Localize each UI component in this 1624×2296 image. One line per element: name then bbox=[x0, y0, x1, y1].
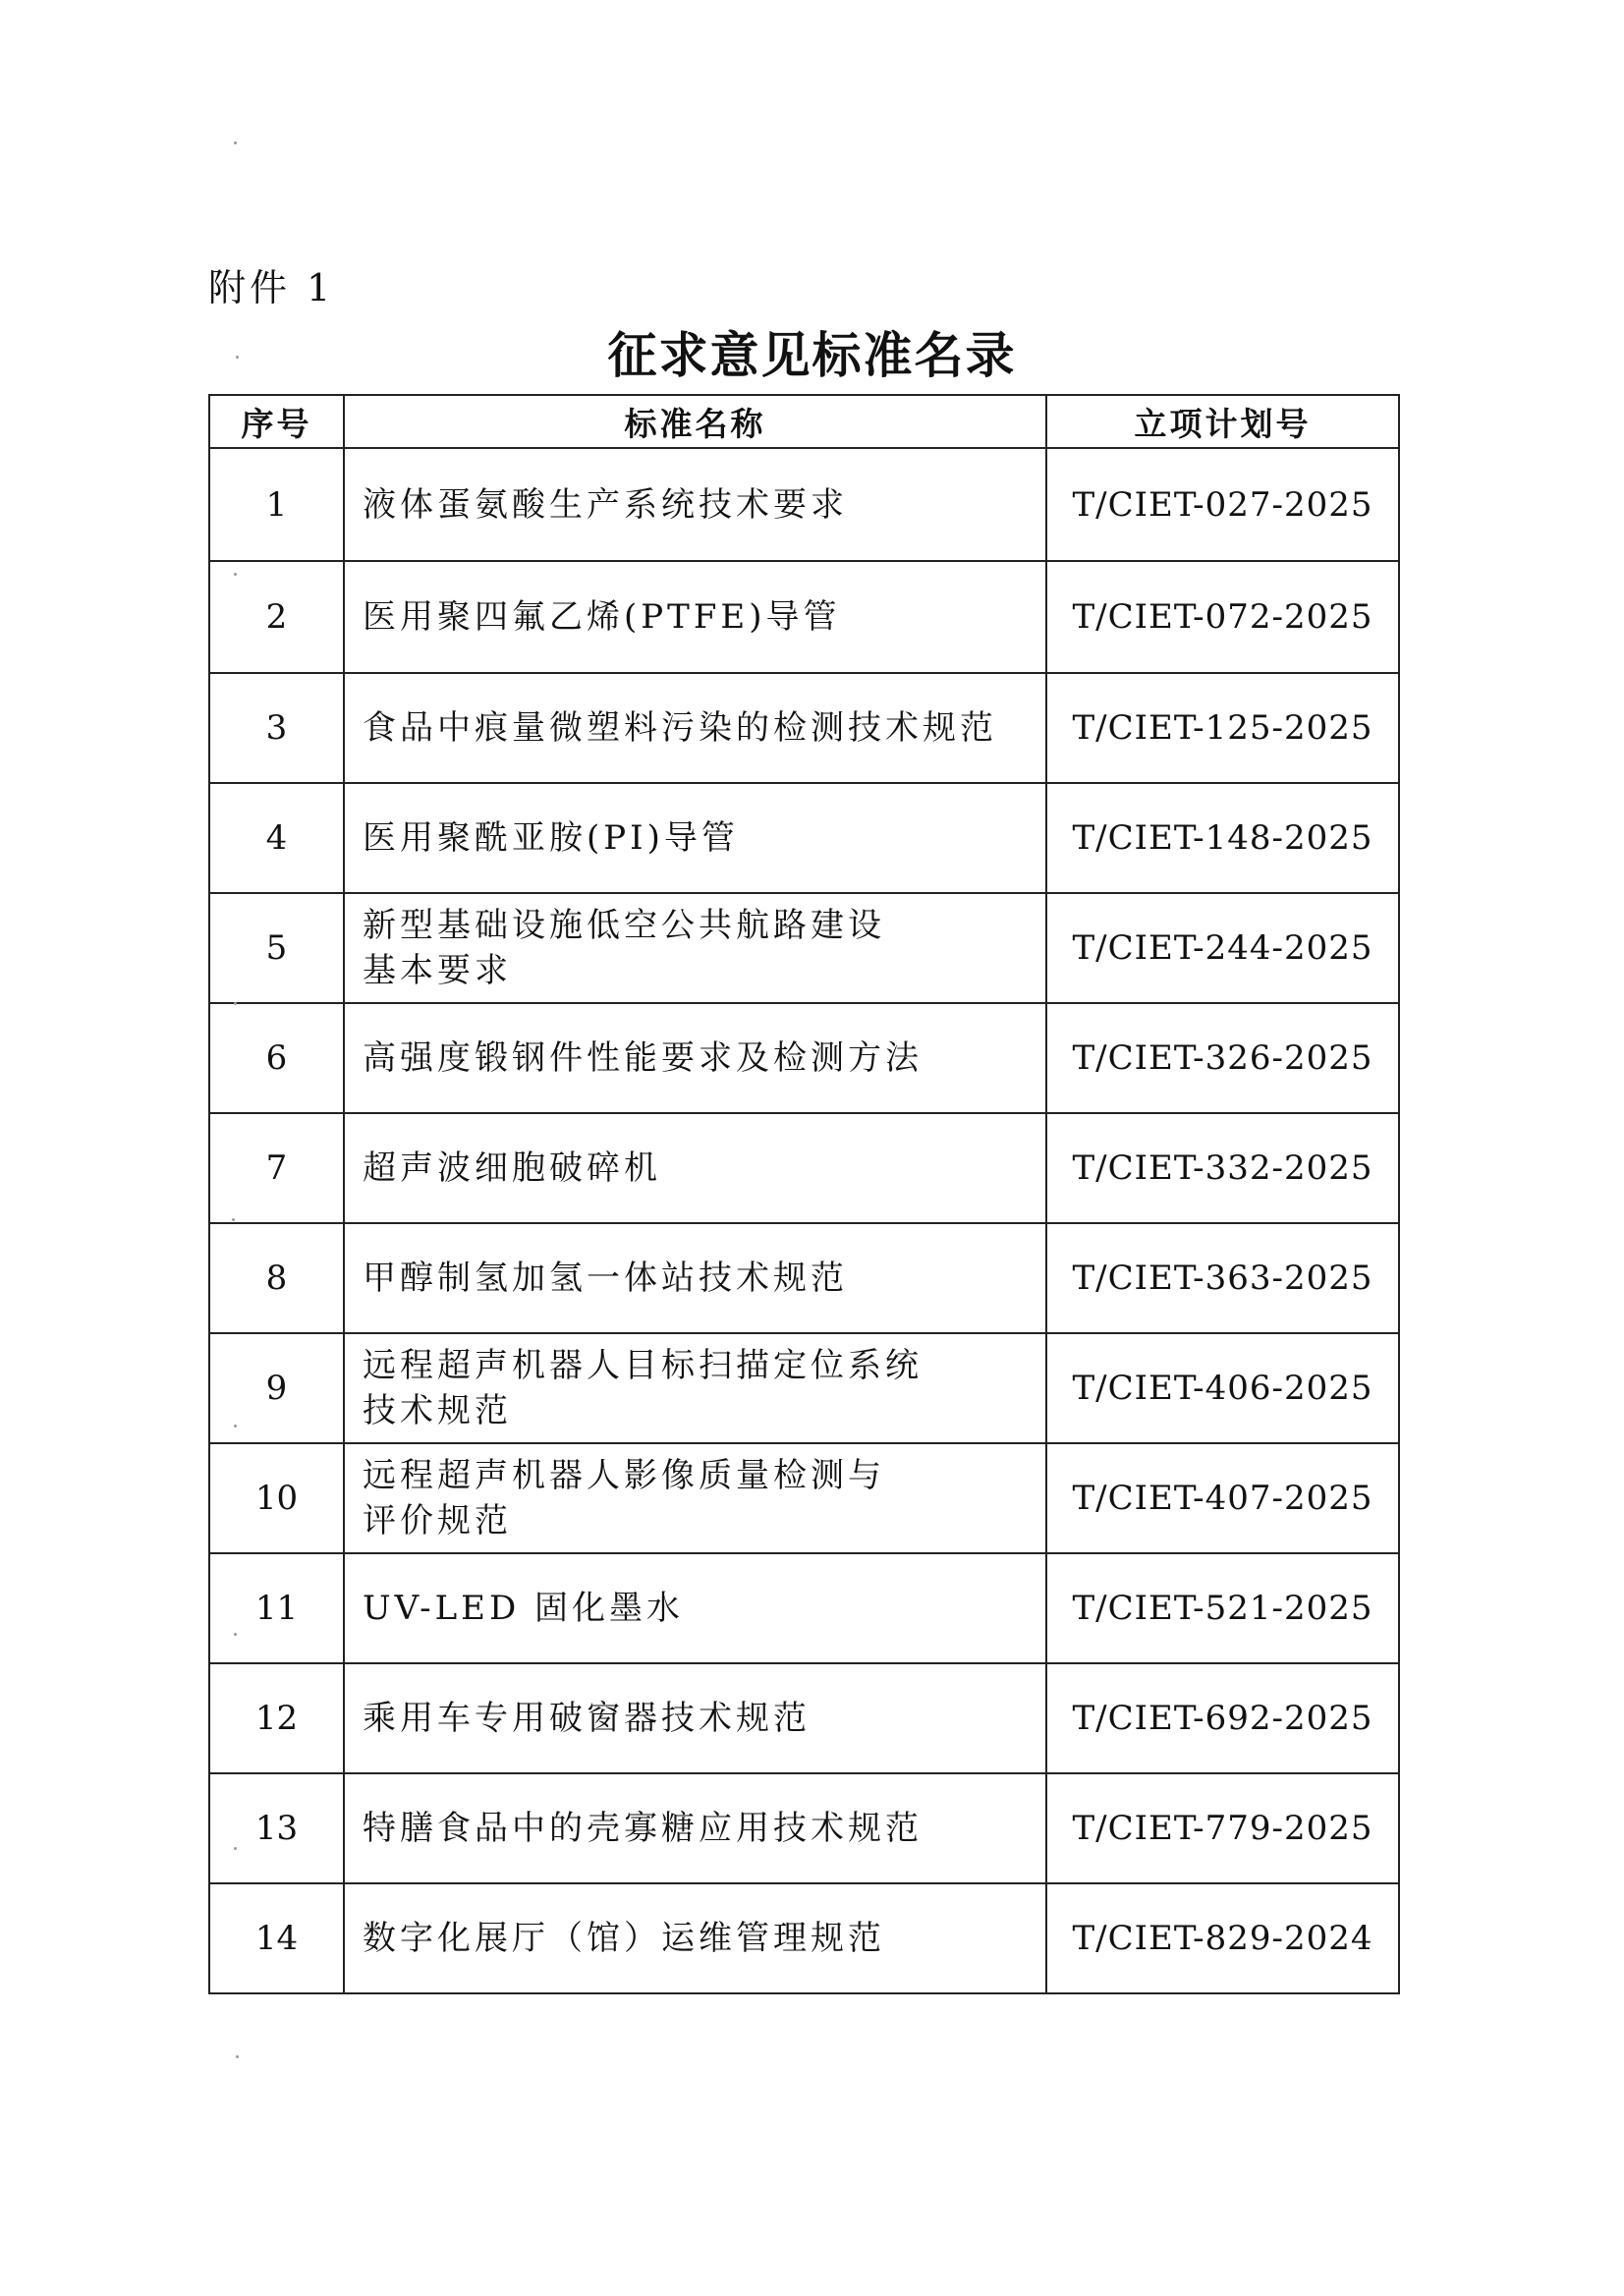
attachment-label: 附件 1 bbox=[208, 266, 335, 309]
scan-speck bbox=[234, 1425, 237, 1428]
standard-name bbox=[344, 1113, 1046, 1223]
standard-name-line: 液体蛋氨酸生产系统技术要求 bbox=[363, 484, 848, 525]
table-body bbox=[209, 448, 1399, 1993]
standard-name-line: 高强度锻钢件性能要求及检测方法 bbox=[363, 1038, 923, 1078]
standard-name-line: 食品中痕量微塑料污染的检测技术规范 bbox=[363, 708, 997, 748]
table-row bbox=[209, 1113, 1399, 1223]
project-plan-number: T/CIET-363-2025 bbox=[1046, 1223, 1399, 1333]
standard-name bbox=[344, 1333, 1046, 1443]
standard-name bbox=[344, 1553, 1046, 1663]
table-row bbox=[209, 1333, 1399, 1443]
project-plan-number: T/CIET-407-2025 bbox=[1046, 1443, 1399, 1553]
project-plan-number: T/CIET-829-2024 bbox=[1046, 1883, 1399, 1993]
project-plan-number: T/CIET-521-2025 bbox=[1046, 1553, 1399, 1663]
row-index: 6 bbox=[209, 1003, 344, 1113]
standard-name-line: 远程超声机器人目标扫描定位系统 bbox=[363, 1346, 923, 1385]
standard-name bbox=[344, 1773, 1046, 1883]
scan-speck bbox=[234, 1847, 237, 1850]
row-index: 13 bbox=[209, 1773, 344, 1883]
standard-name bbox=[344, 448, 1046, 561]
standards-table bbox=[208, 394, 1400, 1994]
standard-name-line: 乘用车专用破窗器技术规范 bbox=[363, 1699, 811, 1738]
scan-speck bbox=[234, 1633, 237, 1636]
table-row bbox=[209, 1553, 1399, 1663]
row-index: 1 bbox=[209, 448, 344, 561]
scan-speck bbox=[232, 1218, 235, 1221]
standard-name-line: 基本要求 bbox=[363, 951, 512, 990]
scan-speck bbox=[234, 141, 237, 144]
standard-name bbox=[344, 1663, 1046, 1773]
scan-speck bbox=[234, 573, 237, 576]
table-row bbox=[209, 783, 1399, 893]
project-plan-number: T/CIET-125-2025 bbox=[1046, 673, 1399, 783]
standard-name bbox=[344, 893, 1046, 1003]
project-plan-number: T/CIET-406-2025 bbox=[1046, 1333, 1399, 1443]
project-plan-number: T/CIET-244-2025 bbox=[1046, 893, 1399, 1003]
project-plan-number: T/CIET-779-2025 bbox=[1046, 1773, 1399, 1883]
standard-name-line: 远程超声机器人影像质量检测与 bbox=[363, 1456, 885, 1495]
standard-name bbox=[344, 561, 1046, 673]
scan-speck bbox=[236, 356, 239, 359]
table-row bbox=[209, 1773, 1399, 1883]
standard-name-line: 甲醇制氢加氢一体站技术规范 bbox=[363, 1259, 848, 1298]
table-row bbox=[209, 893, 1399, 1003]
table-row bbox=[209, 1883, 1399, 1993]
row-index: 3 bbox=[209, 673, 344, 783]
standard-name-line: 超声波细胞破碎机 bbox=[363, 1148, 661, 1188]
project-plan-number: T/CIET-148-2025 bbox=[1046, 783, 1399, 893]
scan-speck bbox=[234, 1002, 237, 1005]
standard-name-line: 数字化展厅（馆）运维管理规范 bbox=[363, 1919, 885, 1958]
standard-name bbox=[344, 1883, 1046, 1993]
row-index: 14 bbox=[209, 1883, 344, 1993]
standard-name-line: 评价规范 bbox=[363, 1501, 512, 1540]
table-row bbox=[209, 1663, 1399, 1773]
standard-name bbox=[344, 783, 1046, 893]
standard-name-line: 技术规范 bbox=[363, 1391, 512, 1430]
project-plan-number: T/CIET-332-2025 bbox=[1046, 1113, 1399, 1223]
project-plan-number: T/CIET-692-2025 bbox=[1046, 1663, 1399, 1773]
scan-speck bbox=[236, 2055, 239, 2058]
standard-name-line: 新型基础设施低空公共航路建设 bbox=[363, 906, 885, 945]
standard-name bbox=[344, 1443, 1046, 1553]
row-index: 10 bbox=[209, 1443, 344, 1553]
row-index: 7 bbox=[209, 1113, 344, 1223]
column-header-index: 序号 bbox=[209, 395, 344, 448]
standard-name-line: UV-LED 固化墨水 bbox=[363, 1589, 685, 1628]
row-index: 11 bbox=[209, 1553, 344, 1663]
page-title: 征求意见标准名录 bbox=[607, 327, 1017, 384]
table-row bbox=[209, 673, 1399, 783]
standard-name bbox=[344, 673, 1046, 783]
standard-name-line: 医用聚四氟乙烯(PTFE)导管 bbox=[363, 597, 841, 637]
standard-name-line: 医用聚酰亚胺(PI)导管 bbox=[363, 818, 739, 858]
table-row bbox=[209, 561, 1399, 673]
table-row bbox=[209, 1443, 1399, 1553]
column-header-name: 标准名称 bbox=[344, 395, 1046, 448]
project-plan-number: T/CIET-027-2025 bbox=[1046, 448, 1399, 561]
standard-name-line: 特膳食品中的壳寡糖应用技术规范 bbox=[363, 1809, 923, 1848]
project-plan-number: T/CIET-072-2025 bbox=[1046, 561, 1399, 673]
column-header-code: 立项计划号 bbox=[1046, 395, 1399, 448]
table-row bbox=[209, 1223, 1399, 1333]
standard-name bbox=[344, 1003, 1046, 1113]
table-header-row bbox=[209, 395, 1399, 448]
table-row bbox=[209, 448, 1399, 561]
row-index: 2 bbox=[209, 561, 344, 673]
table-row bbox=[209, 1003, 1399, 1113]
row-index: 9 bbox=[209, 1333, 344, 1443]
row-index: 8 bbox=[209, 1223, 344, 1333]
standard-name bbox=[344, 1223, 1046, 1333]
row-index: 4 bbox=[209, 783, 344, 893]
row-index: 5 bbox=[209, 893, 344, 1003]
row-index: 12 bbox=[209, 1663, 344, 1773]
project-plan-number: T/CIET-326-2025 bbox=[1046, 1003, 1399, 1113]
